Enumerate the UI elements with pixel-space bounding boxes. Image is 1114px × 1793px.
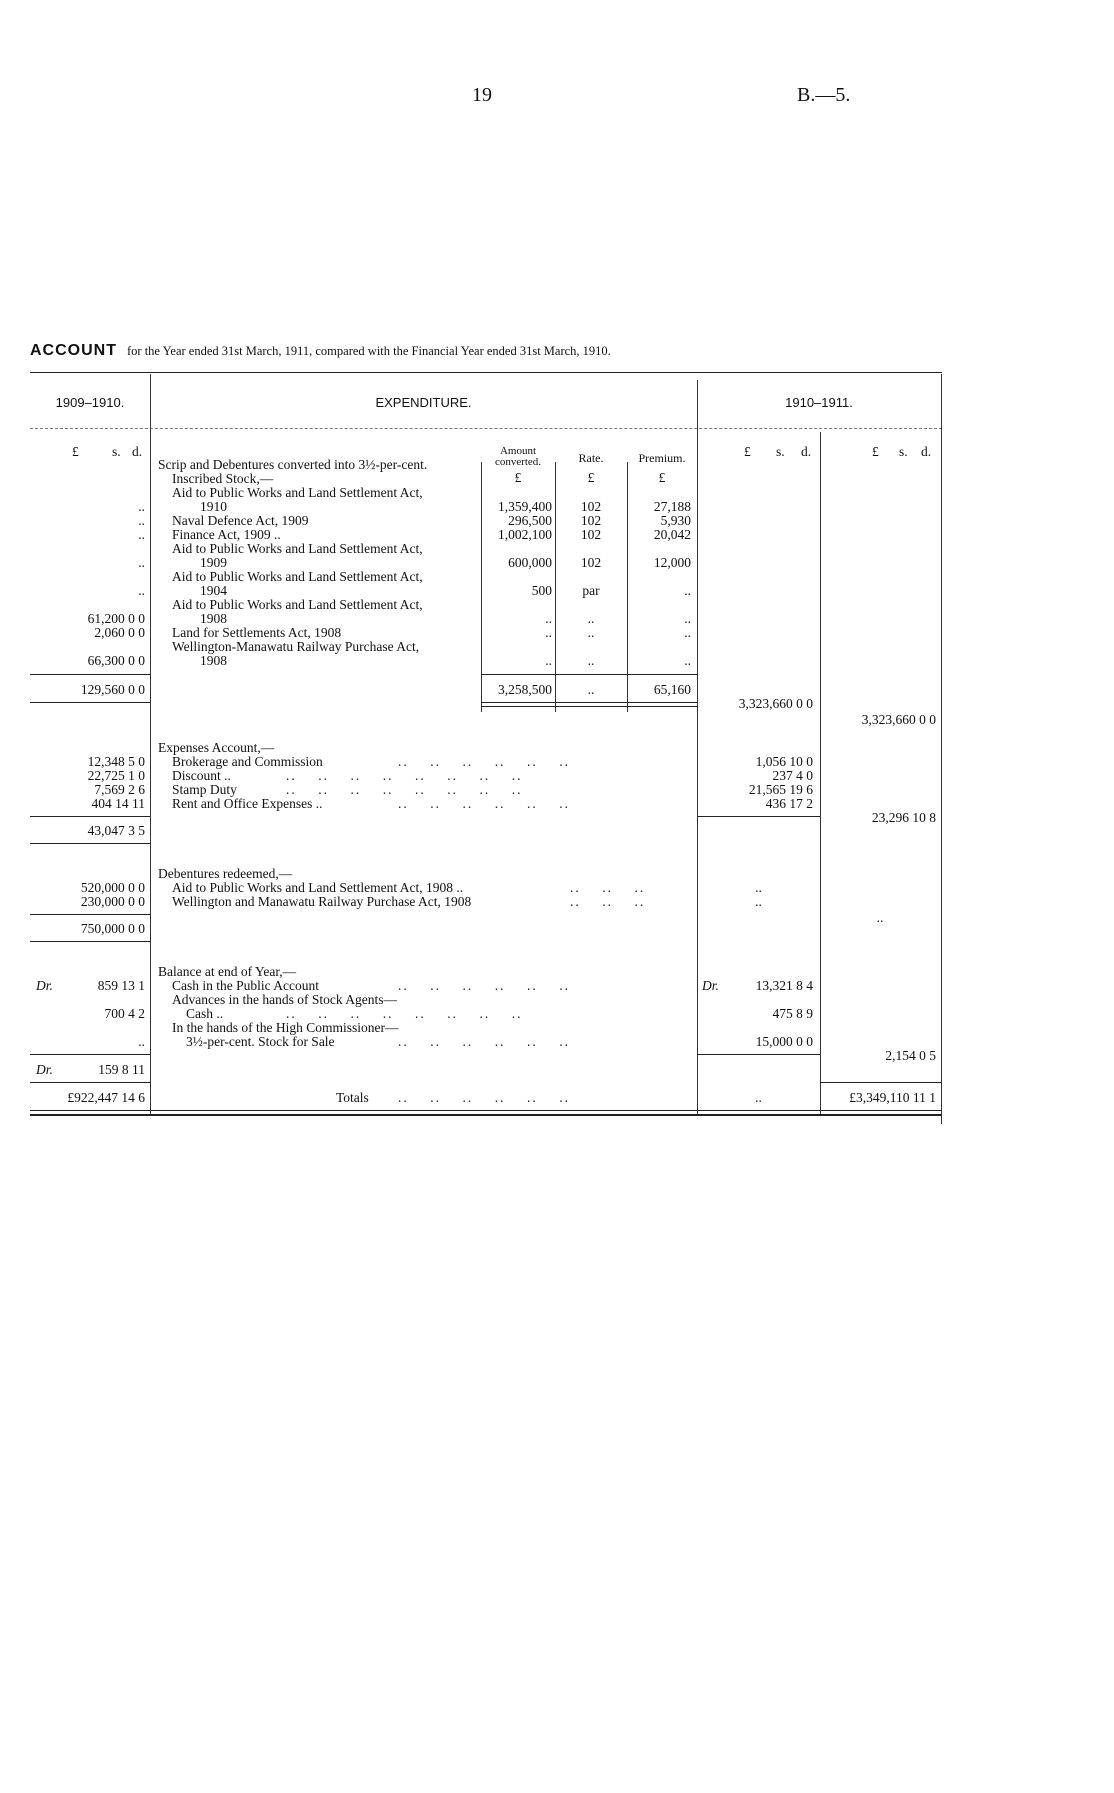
totals-label: Totals [336, 1090, 369, 1105]
scrip-item-label: Aid to Public Works and Land Settlement Act, [172, 485, 423, 500]
leader-dots: .. .. .. [570, 880, 646, 895]
bottom-rule-1 [30, 1110, 942, 1111]
scrip-item-premium: 20,042 [653, 527, 691, 542]
scrip-item-rate: 102 [580, 499, 602, 514]
expenses-item-curr: 436 17 2 [765, 796, 813, 811]
curr-d-head: d. [801, 444, 812, 459]
balance-prev-dr: Dr. [36, 978, 53, 993]
scrip-item-prev: 2,060 0 0 [94, 625, 145, 640]
leader-dots: .. .. .. .. .. .. [398, 796, 570, 811]
expenses-grand-total: 23,296 10 8 [871, 810, 936, 825]
scrip-item-prev: 61,200 0 0 [87, 611, 145, 626]
expenses-item-prev: 12,348 5 0 [87, 754, 145, 769]
scrip-item-year: 1910 [200, 499, 227, 514]
curr-year-head: 1910–1911. [785, 395, 853, 410]
scrip-item-premium: .. [684, 583, 691, 598]
expenses-item-prev: 404 14 11 [91, 796, 145, 811]
leader-dots: .. .. .. .. .. .. [398, 1090, 570, 1105]
grand-s-head: s. [899, 444, 908, 459]
scrip-item-amount: 296,500 [508, 513, 552, 528]
scrip-title-1: Scrip and Debentures converted into 3½-per-cent. [158, 457, 428, 472]
scrip-item-amount: .. [545, 611, 552, 626]
account-heading [30, 342, 611, 360]
expenses-prev-rule [30, 816, 150, 817]
scrip-item-prev: .. [138, 583, 145, 598]
scrip-item-year: 1908 [200, 653, 227, 668]
debentures-prev-rule-2 [30, 941, 150, 942]
balance-prev-total: 159 8 11 [98, 1062, 145, 1077]
rate-head: Rate. [578, 451, 604, 465]
scrip-item-amount: .. [545, 653, 552, 668]
bottom-rule-2 [30, 1114, 942, 1116]
debentures-item-prev: 230,000 0 0 [80, 894, 145, 909]
scrip-amount-rule-3 [481, 706, 697, 707]
scrip-item-amount: 600,000 [508, 555, 552, 570]
scrip-amount-rule-2 [481, 702, 697, 703]
debentures-prev-total: 750,000 0 0 [80, 921, 145, 936]
expenses-curr-rule [697, 816, 820, 817]
debentures-item-prev: 520,000 0 0 [80, 880, 145, 895]
account-heading-rest: for the Year ended 31st March, 1911, compared with the Financial Year ended 31st March, 1910. [127, 344, 611, 358]
scrip-item-rate: .. [587, 653, 595, 668]
leader-dots: .. .. .. .. .. .. [398, 754, 570, 769]
leader-dots: .. .. .. .. .. .. [398, 978, 570, 993]
scrip-item-premium: .. [684, 625, 691, 640]
scrip-item-rate: 102 [580, 527, 602, 542]
expenses-title: Expenses Account,— [158, 740, 275, 755]
scrip-item-label: Aid to Public Works and Land Settlement Act, [172, 569, 423, 584]
scrip-amount-rule [481, 674, 697, 675]
expenses-item-curr: 237 4 0 [772, 768, 813, 783]
balance-prev-cash: 859 13 1 [97, 978, 145, 993]
scrip-item-amount: 1,359,400 [498, 499, 552, 514]
leader-dots: .. .. .. .. .. .. .. .. [286, 1006, 523, 1021]
scrip-item-rate: par [582, 583, 600, 598]
scrip-item-year: 1909 [200, 555, 227, 570]
balance-high-commissioner: In the hands of the High Commissioner— [172, 1020, 399, 1035]
scrip-item-premium: 27,188 [653, 499, 691, 514]
balance-curr-agents: 475 8 9 [772, 1006, 813, 1021]
scrip-item-amount: 500 [531, 583, 552, 598]
totals-grand: £3,349,110 11 1 [849, 1090, 936, 1105]
leader-dots: .. .. .. .. .. .. [398, 1034, 570, 1049]
amount-pound-head: £ [514, 470, 522, 485]
prev-year-head: 1909–1910. [55, 395, 125, 410]
scrip-item-rate: 102 [580, 513, 602, 528]
scrip-item-label: Aid to Public Works and Land Settlement Act, [172, 541, 423, 556]
premium-pound-head: £ [658, 470, 666, 485]
scrip-premium-total: 65,160 [653, 682, 691, 697]
amount-converted-head [481, 446, 555, 468]
curr-pound-head: £ [744, 444, 751, 459]
curr-s-head: s. [776, 444, 785, 459]
grand-d-head: d. [921, 444, 932, 459]
rate-pound-head: £ [587, 470, 595, 485]
grand-pound-head: £ [872, 444, 879, 459]
scrip-item-label: Naval Defence Act, 1909 [172, 513, 309, 528]
scrip-item-amount: .. [545, 625, 552, 640]
totals-prev: £922,447 14 6 [67, 1090, 145, 1105]
page-number: 19 [472, 84, 492, 106]
totals-grand-rule [820, 1082, 941, 1083]
scrip-item-prev: .. [138, 527, 145, 542]
expenditure-head: EXPENDITURE. [375, 395, 472, 410]
expenses-item-label: Rent and Office Expenses .. [172, 796, 323, 811]
debentures-item-label: Aid to Public Works and Land Settlement Act, 1908 .. [172, 880, 464, 895]
expenses-item-label: Brokerage and Commission [172, 754, 323, 769]
scrip-title-2: Inscribed Stock,— [172, 471, 274, 486]
balance-cash: Cash .. [186, 1006, 224, 1021]
scrip-rate-total: .. [587, 682, 595, 697]
balance-stock-for-sale: 3½-per-cent. Stock for Sale [186, 1034, 335, 1049]
expenses-item-curr: 1,056 10 0 [755, 754, 813, 769]
prev-s-head: s. [112, 444, 121, 459]
debentures-item-label: Wellington and Manawatu Railway Purchase Act, 1908 [172, 894, 472, 909]
debentures-item-curr: .. [755, 880, 762, 895]
amount-head: Amount [499, 445, 537, 457]
balance-curr-dr: Dr. [702, 978, 719, 993]
scrip-sub-total: 3,323,660 0 0 [738, 696, 813, 711]
expenses-item-prev: 22,725 1 0 [87, 768, 145, 783]
balance-stock-agents: Advances in the hands of Stock Agents— [172, 992, 397, 1007]
balance-curr-stock: 15,000 0 0 [755, 1034, 813, 1049]
balance-curr-rule [697, 1054, 820, 1055]
converted-head: converted. [494, 456, 542, 468]
account-heading-word: ACCOUNT [30, 342, 117, 359]
balance-total-dr: Dr. [36, 1062, 53, 1077]
scrip-prev-total: 129,560 0 0 [80, 682, 145, 697]
scrip-item-premium: .. [684, 611, 691, 626]
balance-title: Balance at end of Year,— [158, 964, 297, 979]
debentures-prev-rule [30, 914, 150, 915]
balance-cash-public: Cash in the Public Account [172, 978, 319, 993]
expenses-item-curr: 21,565 19 6 [748, 782, 813, 797]
balance-prev-agents: 700 4 2 [104, 1006, 145, 1021]
scrip-item-rate: 102 [580, 555, 602, 570]
totals-prev-rule [30, 1082, 150, 1083]
leader-dots: .. .. .. .. .. .. .. .. [286, 768, 523, 783]
expenses-prev-total: 43,047 3 5 [87, 823, 145, 838]
scrip-grand-total: 3,323,660 0 0 [861, 712, 936, 727]
scrip-item-prev: .. [138, 555, 145, 570]
balance-grand-total: 2,154 0 5 [885, 1048, 936, 1063]
scrip-prev-rule-2 [30, 702, 150, 703]
scrip-prev-rule [30, 674, 150, 675]
expenses-prev-rule-2 [30, 843, 150, 844]
debentures-item-curr: .. [755, 894, 762, 909]
debentures-grand: .. [876, 910, 884, 925]
scrip-item-rate: .. [587, 625, 595, 640]
scrip-item-label: Land for Settlements Act, 1908 [172, 625, 342, 640]
right-edge [941, 374, 942, 1124]
prev-d-head: d. [132, 444, 143, 459]
grand-col-divider [820, 432, 821, 1116]
scrip-amount-total: 3,258,500 [498, 682, 552, 697]
scrip-item-year: 1904 [200, 583, 227, 598]
leader-dots: .. .. .. [570, 894, 646, 909]
expenses-item-label: Discount .. [172, 768, 231, 783]
scrip-item-amount: 1,002,100 [498, 527, 552, 542]
expenses-item-prev: 7,569 2 6 [94, 782, 145, 797]
scrip-item-label: Aid to Public Works and Land Settlement Act, [172, 597, 423, 612]
table-top-rule [30, 372, 942, 373]
scrip-item-prev: .. [138, 513, 145, 528]
page-reference: B.—5. [797, 84, 851, 106]
scrip-item-premium: 12,000 [653, 555, 691, 570]
scrip-item-premium: 5,930 [660, 513, 691, 528]
premium-head: Premium. [638, 451, 686, 465]
balance-curr-cash: 13,321 8 4 [755, 978, 813, 993]
leader-dots: .. .. .. .. .. .. .. .. [286, 782, 523, 797]
debentures-title: Debentures redeemed,— [158, 866, 293, 881]
scrip-item-premium: .. [684, 653, 691, 668]
expenses-item-label: Stamp Duty [172, 782, 237, 797]
balance-prev-stock: .. [138, 1034, 145, 1049]
scrip-item-prev: .. [138, 499, 145, 514]
scrip-item-rate: .. [587, 611, 595, 626]
totals-curr: .. [755, 1090, 762, 1105]
scrip-item-year: 1908 [200, 611, 227, 626]
balance-prev-rule [30, 1054, 150, 1055]
header-rule [30, 428, 942, 429]
prev-col-divider [150, 374, 151, 1116]
scrip-item-prev: 66,300 0 0 [87, 653, 145, 668]
scrip-item-label: Wellington-Manawatu Railway Purchase Act, [172, 639, 420, 654]
scrip-item-label: Finance Act, 1909 .. [172, 527, 281, 542]
prev-pound-head: £ [72, 444, 79, 459]
